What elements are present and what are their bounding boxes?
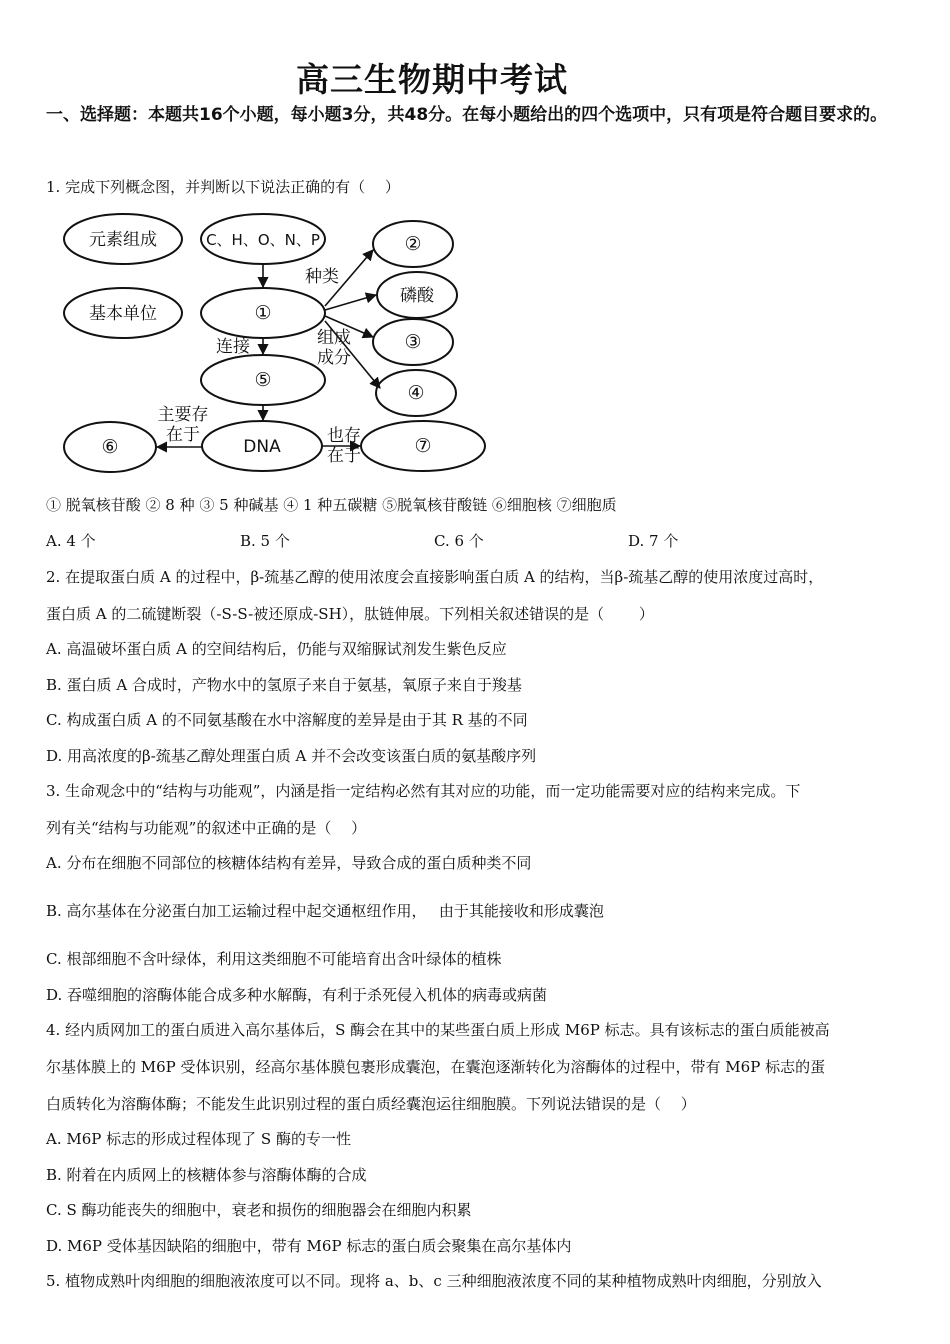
q1-stem: 1. 完成下列概念图，并判断以下说法正确的有（ ） [46,178,400,196]
label-dna: DNA [243,437,281,457]
q1-option-b: B. 5 个 [240,532,290,550]
q1-option-d: D. 7 个 [628,532,679,550]
q2-option-d: D. 用高浓度的β-巯基乙醇处理蛋白质 A 并不会改变该蛋白质的氨基酸序列 [46,747,537,765]
label-n1: ① [254,302,272,324]
edge-label-yecun-2: 在于 [327,446,361,466]
edge-label-zucheng-2: 成分 [317,348,351,368]
q2-stem-line-1: 2. 在提取蛋白质 A 的过程中，β-巯基乙醇的使用浓度会直接影响蛋白质 A 的结构，当β-巯基乙醇的使用浓度过高时， [46,568,824,586]
label-jiben: 基本单位 [89,304,157,324]
q4-stem-line-1: 4. 经内质网加工的蛋白质进入高尔基体后，S 酶会在其中的某些蛋白质上形成 M6P 标志。具有该标志的蛋白质能被高 [46,1021,830,1039]
label-n3: ③ [404,331,422,353]
page-title: 高三生物期中考试 [296,60,568,99]
q2-option-c: C. 构成蛋白质 A 的不同氨基酸在水中溶解度的差异是由于其 R 基的不同 [46,711,528,729]
q4-stem-line-3: 白质转化为溶酶体酶；不能发生此识别过程的蛋白质经囊泡运往细胞膜。下列说法错误的是（ ） [46,1095,696,1113]
label-chonp: C、H、O、N、P [206,231,320,249]
label-n6: ⑥ [101,436,119,458]
label-n5: ⑤ [254,369,272,391]
q2-option-b: B. 蛋白质 A 合成时，产物水中的氢原子来自于氨基，氧原子来自于羧基 [46,676,522,694]
q3-option-a: A. 分布在细胞不同部位的核糖体结构有差异，导致合成的蛋白质种类不同 [46,854,532,872]
edge-label-zhuyao-1: 主要存 [157,405,209,425]
edge-label-zhuyao-2: 在于 [166,425,200,445]
label-linsuan: 磷酸 [400,286,434,306]
edge-label-yecun-1: 也存 [327,426,361,446]
concept-map-diagram [50,206,490,476]
q4-stem-line-2: 尔基体膜上的 M6P 受体识别，经高尔基体膜包裹形成囊泡，在囊泡逐渐转化为溶酶体的过程中，带有 M6P 标志的蛋 [46,1058,826,1076]
label-n4: ④ [407,382,425,404]
q2-option-a: A. 高温破坏蛋白质 A 的空间结构后，仍能与双缩脲试剂发生紫色反应 [46,640,507,658]
q2-stem-line-2: 蛋白质 A 的二硫键断裂（-S-S-被还原成-SH），肽链伸展。下列相关叙述错误的是（ ） [46,605,654,623]
q4-option-a: A. M6P 标志的形成过程体现了 S 酶的专一性 [46,1130,351,1148]
q1-option-c: C. 6 个 [434,532,484,550]
q3-option-d: D. 吞噬细胞的溶酶体能合成多种水解酶，有利于杀死侵入机体的病毒或病菌 [46,986,548,1004]
label-n2: ② [404,233,422,255]
edge-label-zucheng-1: 组成 [317,328,351,348]
label-n7: ⑦ [414,435,432,457]
q3-stem-line-2: 列有关“结构与功能观”的叙述中正确的是（ ） [46,819,367,837]
q1-option-a: A. 4 个 [46,532,96,550]
q4-option-c: C. S 酶功能丧失的细胞中，衰老和损伤的细胞器会在细胞内积累 [46,1201,472,1219]
edge-label-zhonglei: 种类 [305,267,339,287]
q3-option-b: B. 高尔基体在分泌蛋白加工运输过程中起交通枢纽作用， 由于其能接收和形成囊泡 [46,902,604,920]
q5-stem-line-1: 5. 植物成熟叶肉细胞的细胞液浓度可以不同。现将 a、b、c 三种细胞液浓度不同的某种植物成熟叶肉细胞，分别放入 [46,1272,822,1290]
label-yuansu: 元素组成 [89,230,157,250]
section-heading: 一、选择题：本题共16个小题，每小题3分，共48分。在每小题给出的四个选项中，只有项是符合题目要求的。 [46,105,888,125]
edge-label-lianjie: 连接 [216,337,250,357]
q3-option-c: C. 根部细胞不含叶绿体，利用这类细胞不可能培育出含叶绿体的植株 [46,950,502,968]
q1-statements: ① 脱氧核苷酸 ② 8 种 ③ 5 种碱基 ④ 1 种五碳糖 ⑤脱氧核苷酸链 ⑥细胞核 ⑦细胞质 [46,496,617,514]
q4-option-d: D. M6P 受体基因缺陷的细胞中，带有 M6P 标志的蛋白质会聚集在高尔基体内 [46,1237,572,1255]
q3-stem-line-1: 3. 生命观念中的“结构与功能观”，内涵是指一定结构必然有其对应的功能，而一定功能需要对应的结构来完成。下 [46,782,801,800]
q4-option-b: B. 附着在内质网上的核糖体参与溶酶体酶的合成 [46,1166,367,1184]
